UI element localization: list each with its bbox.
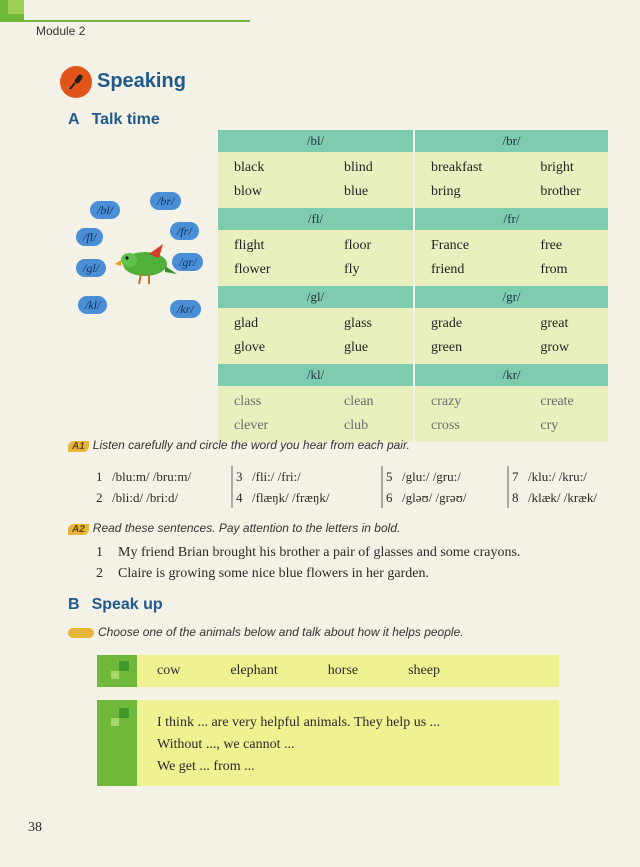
sentence-number: 2 — [96, 566, 103, 581]
word: club — [344, 418, 369, 433]
a1-exercise — [96, 466, 632, 508]
phonics-table — [218, 130, 608, 442]
word: black — [234, 160, 265, 175]
phonetic-pair: /bli:d/ /bri:d/ — [112, 490, 179, 505]
word: grow — [540, 340, 570, 355]
word: France — [431, 238, 470, 253]
word: clever — [234, 418, 269, 433]
word: green — [431, 340, 463, 355]
column-divider — [381, 466, 383, 508]
phonics-head-row — [218, 364, 608, 386]
word: class — [234, 394, 262, 409]
word: create — [540, 394, 574, 409]
phonetic-pair: /blu:m/ /bru:m/ — [112, 469, 192, 484]
word: breakfast — [431, 160, 483, 175]
word: grade — [431, 316, 463, 331]
speaking-prompts-box — [97, 700, 559, 786]
sentence — [96, 563, 520, 584]
phonics-head: /kr/ — [413, 364, 608, 386]
bubble-kl: /kl/ — [78, 296, 107, 314]
bubble-fl: /fl/ — [76, 228, 103, 246]
a2-tag: A2 — [68, 524, 89, 535]
animal-option: sheep — [408, 663, 440, 678]
word: fly — [344, 262, 360, 277]
bubble-fr: /fr/ — [170, 222, 199, 240]
word: great — [540, 316, 569, 331]
a2-instruction: Read these sentences. Pay attention to the letters in bold. — [92, 521, 401, 535]
column-divider — [231, 466, 233, 508]
word: crazy — [431, 394, 462, 409]
square-decoration — [119, 661, 129, 671]
phonics-head-row — [218, 208, 608, 230]
phonetic-pair: /flæŋk/ /fræŋk/ — [252, 490, 330, 505]
phonics-head: /gl/ — [306, 289, 325, 304]
box-side-bar — [97, 700, 137, 786]
section-title: Speaking — [97, 70, 186, 92]
a1-tag: A1 — [68, 441, 89, 452]
bubble-br: /br/ — [150, 192, 181, 210]
item-number: 6 — [386, 490, 393, 505]
b-tag-marker — [68, 628, 94, 638]
phonics-head: /br/ — [413, 130, 608, 152]
phonics-group — [218, 130, 608, 208]
phonics-head-row — [218, 286, 608, 308]
phonics-group — [218, 364, 608, 442]
phonetic-pair: /glu:/ /gru:/ — [402, 469, 461, 484]
prompt-line: We get ... from ... — [157, 759, 255, 774]
bubble-bl: /bl/ — [90, 201, 120, 219]
phonetic-pair: /fli:/ /fri:/ — [252, 469, 301, 484]
item-number: 7 — [512, 469, 519, 484]
a2-sentences — [96, 542, 520, 584]
item-number: 8 — [512, 490, 519, 505]
sentence-number: 1 — [96, 545, 103, 560]
word: cry — [540, 418, 559, 433]
word: floor — [344, 238, 372, 253]
b-instruction-line — [68, 625, 464, 639]
word: blind — [344, 160, 373, 175]
word: glue — [344, 340, 369, 355]
word: blow — [234, 184, 262, 199]
header-rule — [0, 20, 250, 22]
animal-choices-box — [97, 655, 559, 687]
b-instruction: Choose one of the animals below and talk about how it helps people. — [98, 625, 464, 639]
word: bring — [431, 184, 461, 199]
section-b-heading — [68, 596, 163, 614]
a1-instruction: Listen carefully and circle the word you hear from each pair. — [92, 438, 410, 452]
bubble-kr: /kr/ — [170, 300, 201, 318]
microphone-icon — [60, 66, 92, 98]
word: friend — [431, 262, 465, 277]
phonics-group — [218, 208, 608, 286]
parrot-illustration — [115, 240, 177, 288]
phonics-head: /fl/ — [307, 211, 324, 226]
word: flight — [234, 238, 265, 253]
phonetic-pair: /gləʊ/ /grəʊ/ — [402, 490, 467, 505]
word: clean — [344, 394, 374, 409]
column-divider — [507, 466, 509, 508]
word: glad — [234, 316, 259, 331]
square-decoration — [111, 671, 119, 679]
bubble-gr: /gr/ — [172, 253, 203, 271]
phonetic-pair: /klæk/ /kræk/ — [528, 490, 597, 505]
square-decoration — [119, 708, 129, 718]
a1-instruction-line — [68, 438, 410, 452]
word: from — [540, 262, 568, 277]
item-number: 2 — [96, 490, 103, 505]
prompt-line: I think ... are very helpful animals. They help us ... — [157, 715, 441, 730]
item-number: 4 — [236, 490, 243, 505]
item-number: 5 — [386, 469, 393, 484]
section-a-title: Talk time — [91, 111, 160, 128]
word: glove — [234, 340, 266, 355]
sentence-text: My friend Brian brought his brother a pair of glasses and some crayons. — [118, 545, 521, 560]
item-number: 3 — [236, 469, 243, 484]
section-a-letter: A — [68, 111, 80, 128]
phonics-head: /bl/ — [306, 133, 325, 148]
page-number: 38 — [28, 820, 42, 835]
animal-option: elephant — [230, 663, 278, 678]
item-number: 1 — [96, 469, 103, 484]
word: brother — [540, 184, 581, 199]
square-decoration — [111, 718, 119, 726]
section-b-letter: B — [68, 596, 80, 613]
module-label: Module 2 — [36, 24, 86, 38]
animal-option: cow — [157, 663, 181, 678]
sentence — [96, 542, 520, 563]
section-a-heading — [68, 111, 160, 129]
bubble-gl: /gl/ — [76, 259, 106, 277]
phonics-group — [218, 286, 608, 364]
word: free — [540, 238, 563, 253]
phonics-head-row — [218, 130, 608, 152]
word: flower — [234, 262, 271, 277]
phonics-head: /kl/ — [306, 367, 325, 382]
word: cross — [431, 418, 460, 433]
section-b-title: Speak up — [91, 596, 163, 613]
phonics-head: /gr/ — [413, 286, 608, 308]
phonetic-pair: /klu:/ /kru:/ — [528, 469, 587, 484]
word: bright — [540, 160, 574, 175]
phonics-head: /fr/ — [413, 208, 608, 230]
prompt-line: Without ..., we cannot ... — [157, 737, 295, 752]
sentence-text: Claire is growing some nice blue flowers in her garden. — [118, 566, 430, 581]
word: blue — [344, 184, 369, 199]
word: glass — [344, 316, 372, 331]
a2-instruction-line — [68, 521, 400, 535]
corner-decoration-inner — [8, 0, 24, 14]
animal-option: horse — [327, 663, 359, 678]
